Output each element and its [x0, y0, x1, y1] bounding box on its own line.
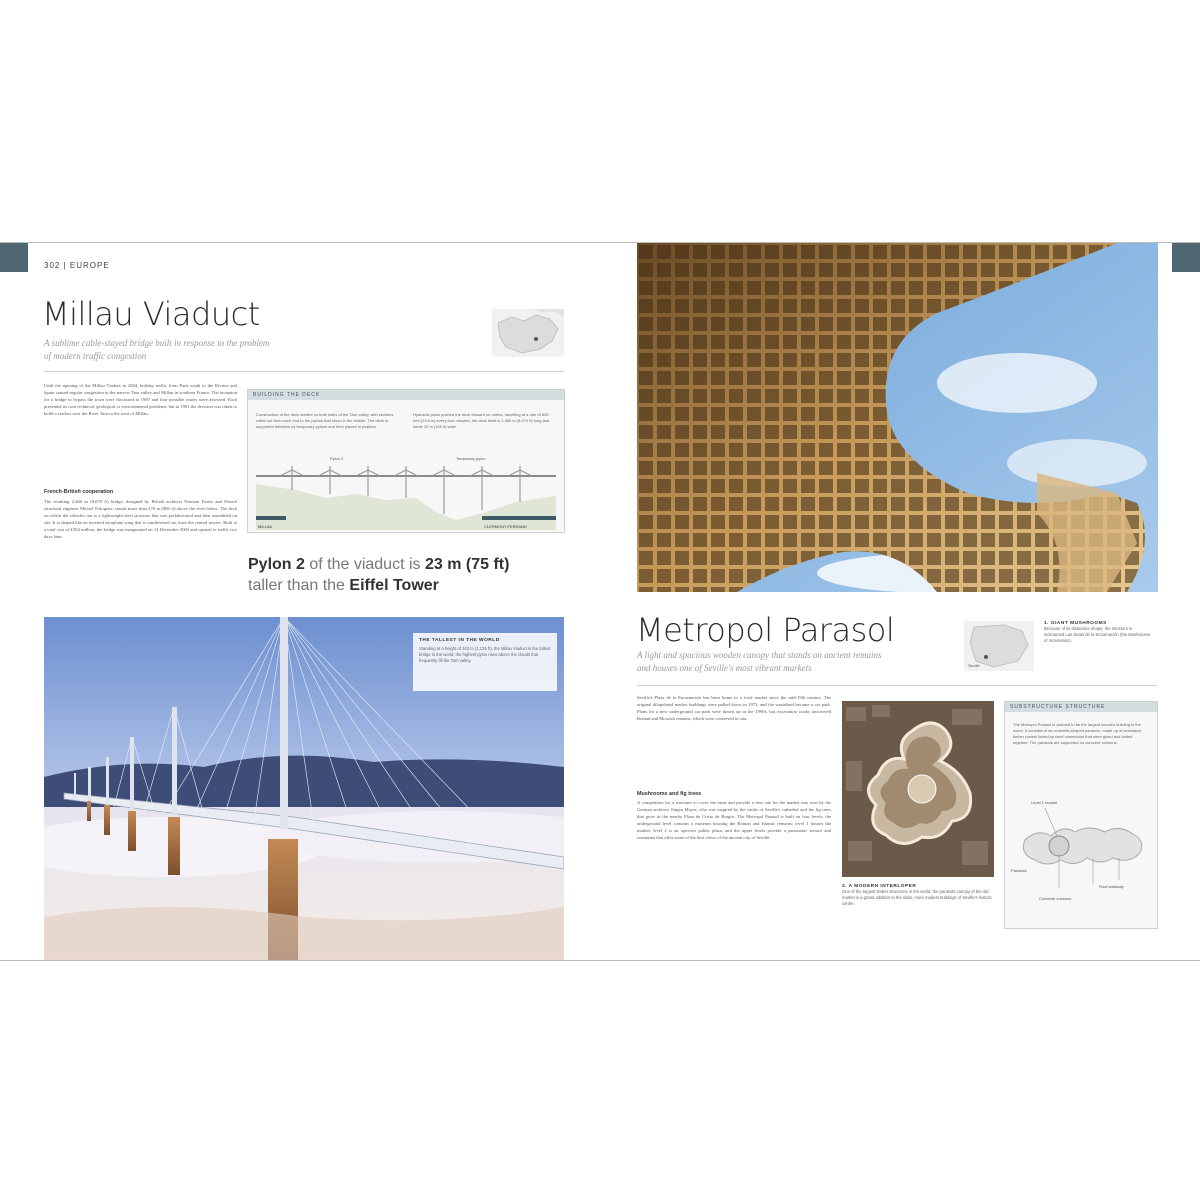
label-market: Level 1 market [1031, 800, 1058, 805]
subhead-french-british: French-British cooperation [44, 489, 114, 495]
map-label-seville: Seville [968, 663, 980, 668]
body-text-millau-2: The resulting 2,460 m (8,070 ft) bridge, designed by British architect Norman Foster and French structural engineer Michel Virlogeux, stands more than 270 m (886 ft) above the river below. The deck on which the vehicles run is a lightweight steel structure that was prefabricated and then assembled on site. It is shaped like an inverted aeroplane wing that is cantilevered out from the central towers. Built at a total cost of €394 million, the bridge was inaugurated on 14 December 2004 and opened to traffic two days later. [44, 499, 237, 539]
intro-line: of modern traffic congestion [44, 351, 147, 361]
section-tab-right [1172, 243, 1200, 272]
deck-text-right: Hydraulic jacks pushed the deck forward on rollers, travelling at a rate of 600 mm (23.6 in) every four minutes; the deck itself is 2,460 m (8,070 ft) long and some 32 m (105 ft) wide. [413, 412, 550, 429]
label-parasols: Parasols [1011, 868, 1027, 873]
page-title-millau: Millau Viaduct [42, 295, 260, 333]
title-rule [637, 685, 1157, 686]
substructure-box [1004, 701, 1158, 929]
label-columns: Concrete columns [1039, 896, 1072, 901]
structure-text: The Metropol Parasol is claimed to be the largest wooden building in the world. It consists of six umbrella-shaped parasols, made up of laminated timber panels linked by steel connectors that were glued and bolted together. The parasols are supported on concrete columns. [1013, 722, 1141, 745]
section-tab-left [0, 243, 28, 272]
label-clermont: CLERMONT-FERRAND [484, 524, 527, 529]
subhead-mushrooms: Mushrooms and fig trees [637, 791, 702, 797]
caption-text: Because of its distinctive shape, the structure is nicknamed Las Setas de la Encarnación (the Mushrooms of Incarnation). [1044, 626, 1151, 643]
callout-pylon: Pylon 2 [248, 556, 305, 573]
locator-map-spain [964, 621, 1034, 671]
caption-header: 1. GIANT MUSHROOMS [1044, 621, 1107, 626]
page-title-metropol: Metropol Parasol [636, 611, 895, 649]
label-temporary-pylon: Temporary pylon [456, 456, 486, 461]
page-folio: 302 | EUROPE [44, 261, 110, 270]
box-header: BUILDING THE DECK [248, 390, 564, 400]
intro-line: A light and spacious wooden canopy that stands on ancient remains [637, 650, 882, 660]
title-rule [44, 371, 564, 372]
building-the-deck-box [247, 389, 565, 533]
intro-millau [44, 337, 269, 363]
callout-height: 23 m (75 ft) [424, 556, 510, 573]
pull-quote [248, 554, 568, 596]
metropol-parasol-photo [637, 243, 1158, 592]
callout-line2: taller than the [248, 577, 350, 594]
label-roof-walkway: Roof walkway [1099, 884, 1124, 889]
box-header: SUBSTRUCTURE STRUCTURE [1005, 702, 1157, 712]
caption-text: Standing at a height of 343 m (1,125 ft), the Millau Viaduct is the tallest bridge in the world; the highest pylon rises above the clouds that frequently fill the Tarn valley. [419, 646, 551, 663]
deck-diagram [256, 454, 556, 530]
intro-line: and houses one of Seville's most vibrant markets [637, 663, 812, 673]
aerial-photo [842, 701, 994, 877]
intro-line: A sublime cable-stayed bridge built in response to the problem [44, 338, 270, 348]
caption-header: 2. A MODERN INTERLOPER [842, 884, 917, 889]
caption-header: THE TALLEST IN THE WORLD [419, 638, 500, 643]
body-text-metropol-2: A competition for a structure to cover the ruins and provide a new site for the market was won by the German architect Jürgen Mayer, who was inspired by the vaults of Seville's cathedral and the fig trees that grow in the nearby Plaza de Cristo de Burgos. The Metropol Parasol is built on four levels: the underground level contains a museum housing the Roman and Islamic remains; level 1 houses the market; level 2 is an open-air public plaza, and the upper levels provide a panoramic terrace and restaurant that offer some of the best views of the ancient city of Seville. [637, 800, 831, 840]
body-text-metropol-1: Seville's Plaza de la Encarnación has been home to a food market since the mid-19th century. The original dilapidated market buildings were pulled down in 1973, and the wasteland became a car park. Plans for a new underground car park were drawn up in the 1990s, but excavation works uncovered Roman and Moorish remains, which were conserved in situ. [637, 695, 831, 721]
aerial-caption [842, 884, 994, 907]
label-millau: MILLAU [258, 524, 273, 529]
caption-text: One of the largest timber structures in the world, the parasols canopy of the old market is a grand addition to the older, more modest buildings of Seville's historic centre. [842, 889, 992, 906]
deck-text-left: Construction of the deck started on both sides of the Tarn valley, with sections rolled out from each end to the pylons that stood in the middle. The deck is supported between by temporary pylons and then placed in position. [256, 412, 394, 429]
millau-viaduct-photo [44, 617, 564, 960]
structure-diagram [1009, 788, 1153, 924]
body-text-millau-1: Until the opening of the Millau Viaduct in 2004, holiday traffic from Paris south to the Riviera and Spain caused regular congestion in the narrow Tarn valley and Millau in southern France. The inception for a bridge to bypass the town were discussed in 1987 and four possible routes were assessed. Each presented its own technical, geological or environmental problems, but in 1991 the decision was taken to build a viaduct over the River Tarn to the west of Millau. [44, 383, 237, 416]
callout-eiffel: Eiffel Tower [349, 577, 439, 594]
book-spread [0, 242, 1200, 961]
locator-map-france [492, 309, 564, 357]
label-pylon: Pylon 2 [330, 456, 344, 461]
intro-metropol [637, 649, 882, 675]
caption-mushrooms [1044, 621, 1154, 644]
photo-caption-box [413, 633, 557, 691]
callout-mid: of the viaduct is [304, 556, 425, 573]
